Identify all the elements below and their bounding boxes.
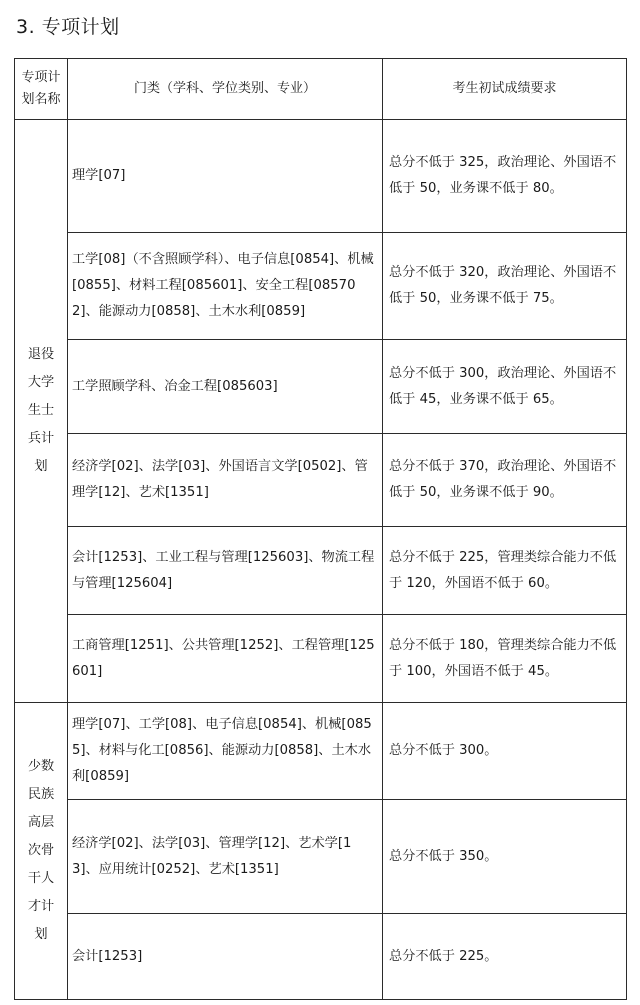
category-cell: 工商管理[1251]、公共管理[1252]、工程管理[125601] (68, 615, 383, 703)
header-requirement: 考生初试成绩要求 (383, 59, 627, 120)
category-cell: 会计[1253]、工业工程与管理[125603]、物流工程与管理[125604] (68, 527, 383, 615)
category-cell: 理学[07] (68, 120, 383, 233)
plan-name-line: 才计 (27, 899, 55, 914)
plan-name-minority (15, 703, 68, 1000)
table-row (15, 527, 627, 615)
table-row (15, 615, 627, 703)
requirement-cell: 总分不低于 370，政治理论、外国语不低于 50，业务课不低于 90。 (383, 434, 627, 527)
plan-name-line: 次骨 (27, 843, 55, 858)
requirement-cell: 总分不低于 320，政治理论、外国语不低于 50，业务课不低于 75。 (383, 233, 627, 340)
plan-name-line: 划 (34, 459, 48, 474)
table-row (15, 340, 627, 434)
category-cell: 会计[1253] (68, 914, 383, 1000)
plan-name-line: 划 (34, 927, 48, 942)
category-cell: 经济学[02]、法学[03]、管理学[12]、艺术学[13]、应用统计[0252]、艺术[1351] (68, 800, 383, 914)
table-row (15, 120, 627, 233)
table-row (15, 703, 627, 800)
plan-name-line: 退役 (27, 347, 55, 362)
plan-name-line: 干人 (27, 871, 55, 886)
plan-name-line: 兵计 (27, 431, 55, 446)
plan-name-line: 少数 (27, 759, 55, 774)
requirement-cell: 总分不低于 350。 (383, 800, 627, 914)
category-cell: 经济学[02]、法学[03]、外国语言文学[0502]、管理学[12]、艺术[1351] (68, 434, 383, 527)
requirement-cell: 总分不低于 300。 (383, 703, 627, 800)
category-cell: 工学照顾学科、冶金工程[085603] (68, 340, 383, 434)
table-row (15, 914, 627, 1000)
special-plan-table (14, 58, 627, 1000)
table-row (15, 434, 627, 527)
requirement-cell: 总分不低于 325，政治理论、外国语不低于 50，业务课不低于 80。 (383, 120, 627, 233)
requirement-cell: 总分不低于 225，管理类综合能力不低于 120，外国语不低于 60。 (383, 527, 627, 615)
table-row (15, 233, 627, 340)
table-row (15, 800, 627, 914)
plan-name-line: 高层 (27, 815, 55, 830)
plan-name-veteran (15, 120, 68, 703)
requirement-cell: 总分不低于 180，管理类综合能力不低于 100，外国语不低于 45。 (383, 615, 627, 703)
header-plan-line: 专项计 (21, 70, 61, 85)
header-plan-line: 划名称 (21, 92, 61, 107)
plan-name-line: 生士 (27, 403, 55, 418)
header-category: 门类（学科、学位类别、专业） (68, 59, 383, 120)
header-plan-name (15, 59, 68, 120)
plan-name-line: 民族 (27, 787, 55, 802)
plan-name-line: 大学 (27, 375, 55, 390)
category-cell: 理学[07]、工学[08]、电子信息[0854]、机械[0855]、材料与化工[0856]、能源动力[0858]、土木水利[0859] (68, 703, 383, 800)
requirement-cell: 总分不低于 225。 (383, 914, 627, 1000)
category-cell: 工学[08]（不含照顾学科）、电子信息[0854]、机械[0855]、材料工程[085601]、安全工程[085702]、能源动力[0858]、土木水利[0859] (68, 233, 383, 340)
table-header-row (15, 59, 627, 120)
section-heading: 3. 专项计划 (16, 16, 120, 38)
requirement-cell: 总分不低于 300，政治理论、外国语不低于 45，业务课不低于 65。 (383, 340, 627, 434)
